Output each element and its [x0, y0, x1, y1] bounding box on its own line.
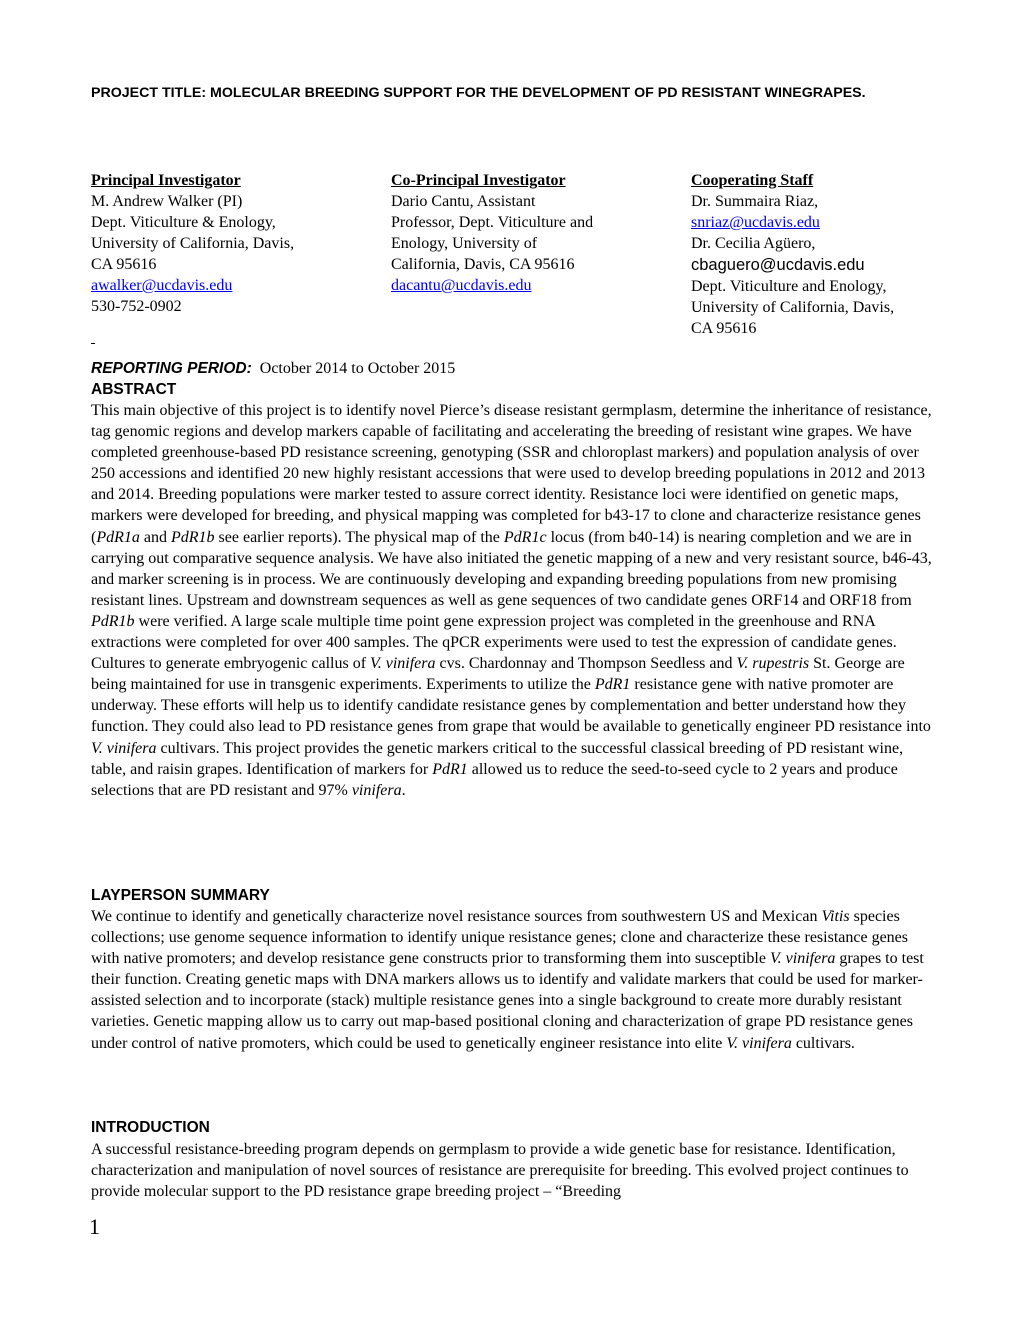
staff-line: University of California, Davis,	[691, 299, 895, 316]
co-pi-line: Professor, Dept. Viticulture and	[391, 214, 594, 231]
co-pi-line: Enology, University of	[391, 235, 538, 252]
co-pi-email-link[interactable]: dacantu@ucdavis.edu	[391, 277, 532, 294]
introduction-heading: INTRODUCTION	[91, 1119, 210, 1136]
abstract-paragraph	[91, 400, 936, 801]
paragraph-text: cvs. Chardonnay and Thompson Seedless and	[435, 655, 737, 673]
co-pi-line: California, Davis, CA 95616	[391, 256, 575, 273]
staff-line: CA 95616	[691, 320, 757, 337]
reporting-period	[91, 359, 455, 379]
project-title: PROJECT TITLE: MOLECULAR BREEDING SUPPORT FOR THE DEVELOPMENT OF PD RESISTANT WINEGRAPES.	[91, 85, 866, 101]
staff-line: Dept. Viticulture and Enology,	[691, 278, 887, 295]
pi-line: CA 95616	[91, 256, 157, 273]
paragraph-text: species collections; use genome sequence information to identify unique resistance genes; clone and characterize these resistance genes with native promoters; and develop resistance gene constructs prior to transforming them into susceptible	[91, 908, 909, 968]
pi-line: Dept. Viticulture & Enology,	[91, 214, 276, 231]
layperson-summary-paragraph	[91, 906, 936, 1054]
cooperating-staff-block	[691, 170, 894, 339]
italic-text: vinifera	[351, 781, 402, 799]
pi-email-link[interactable]: awalker@ucdavis.edu	[91, 277, 233, 294]
paragraph-text: locus (from b40-14) is nearing completion and we are in carrying out comparative sequence analysis. We have also initiated the genetic mapping of a new and very resistant source, b46-43, and marker screening is in process. We are continuously developing and expanding breeding populations from new promising resistant lines. Upstream and downstream sequences as well as gene sequences of two candidate genes ORF14 and ORF18 from	[91, 528, 932, 609]
staff-email-aguero: cbaguero@ucdavis.edu	[691, 256, 865, 274]
paragraph-text: St. George are being maintained for use in transgenic experiments. Experiments to utilize the	[91, 655, 905, 694]
page-number: 1	[89, 1214, 100, 1239]
paragraph-text: resistance gene with native promoter are underway. These efforts will help us to identify candidate resistance genes by complementation and better understand how they function. They could also lead to PD resistance genes from grape that would be available to genetically engineer PD resistance into	[91, 676, 931, 736]
paragraph-text: A successful resistance-breeding program depends on germplasm to provide a wide genetic base for resistance. Identification, characterization and manipulation of novel sources of resistance are prerequisite for breeding. This evolved project continues to provide molecular support to the PD resistance grape breeding project – “Breeding	[91, 1141, 909, 1201]
paragraph-text: .	[401, 781, 406, 799]
italic-text: V. rupestris	[736, 655, 810, 673]
italic-text: V. vinifera	[91, 739, 157, 757]
staff-line: Dr. Summaira Riaz,	[691, 193, 819, 210]
stray-mark	[91, 343, 95, 344]
paragraph-text: were verified. A large scale multiple time point gene expression project was completed in the greenhouse and RNA extractions were completed for over 400 samples. The qPCR experiments were used to test the expression of candidate genes. Cultures to generate embryogenic callus of	[91, 612, 897, 673]
italic-text: PdR1c	[503, 528, 547, 546]
italic-text: V. vinifera	[726, 1034, 792, 1052]
principal-investigator-heading: Principal Investigator	[91, 172, 241, 189]
paragraph-text: This main objective of this project is to identify novel Pierce’s disease resistant germplasm, determine the inheritance of resistance, tag genomic regions and develop markers capable of facilitating and accelerating the breeding of resistant wine grapes. We have completed greenhouse-based PD resistance screening, genotyping (SSR and chloroplast markers) and population analysis of over 250 accessions and identified 20 new highly resistant accessions that were used to develop breeding populations in 2012 and 2013 and 2014. Breeding populations were marker tested to assure correct identity. Resistance loci were identified on genetic maps, markers were developed for breeding, and physical mapping was completed for b43-17 to clone and characterize resistance genes (	[91, 402, 932, 546]
italic-text: Vitis	[821, 908, 850, 925]
layperson-summary-heading: LAYPERSON SUMMARY	[91, 887, 270, 904]
paragraph-text: cultivars.	[791, 1034, 855, 1052]
italic-text: PdR1	[594, 676, 631, 694]
paragraph-text: and	[139, 528, 171, 546]
staff-email-link-riaz[interactable]: snriaz@ucdavis.edu	[691, 214, 820, 231]
co-principal-investigator-heading: Co-Principal Investigator	[391, 172, 566, 189]
italic-text: PdR1b	[91, 612, 135, 630]
italic-text: V. vinifera	[370, 655, 436, 673]
pi-phone: 530-752-0902	[91, 298, 182, 315]
introduction-paragraph	[91, 1139, 936, 1202]
paragraph-text: see earlier reports). The physical map of the	[214, 528, 504, 546]
abstract-heading: ABSTRACT	[91, 381, 177, 398]
co-pi-line: Dario Cantu, Assistant	[391, 193, 536, 210]
italic-text: V. vinifera	[769, 950, 836, 968]
paragraph-text: cultivars. This project provides the genetic markers critical to the successful classical breeding of PD resistant wine, table, and raisin grapes. Identification of markers for	[91, 739, 904, 778]
principal-investigator-block	[91, 170, 294, 317]
paragraph-text: grapes to test their function. Creating genetic maps with DNA markers allows us to identify and validate markers that could be used for marker-assisted selection and to incorporate (stack) multiple resistance genes into a single background to create more durably resistant varieties. Genetic mapping allow us to carry out map-based positional cloning and characterization of grape PD resistance genes under control of native promoters, which could be used to genetically engineer resistance into elite	[91, 950, 924, 1052]
italic-text: PdR1b	[170, 528, 215, 546]
staff-line: Dr. Cecilia Agüero,	[691, 235, 816, 252]
paragraph-text: allowed us to reduce the seed-to-seed cycle to 2 years and produce selections that are PD resistant and 97%	[91, 760, 898, 799]
co-principal-investigator-block	[391, 170, 593, 296]
cooperating-staff-heading: Cooperating Staff	[691, 172, 814, 189]
reporting-period-label: REPORTING PERIOD:	[91, 360, 252, 377]
paragraph-text: We continue to identify and genetically characterize novel resistance sources from southwestern US and Mexican	[91, 908, 822, 925]
italic-text: PdR1	[432, 760, 468, 778]
pi-line: University of California, Davis,	[91, 235, 295, 252]
reporting-period-value: October 2014 to October 2015	[251, 360, 456, 377]
italic-text: PdR1a	[96, 528, 140, 546]
pi-line: M. Andrew Walker (PI)	[91, 193, 243, 210]
